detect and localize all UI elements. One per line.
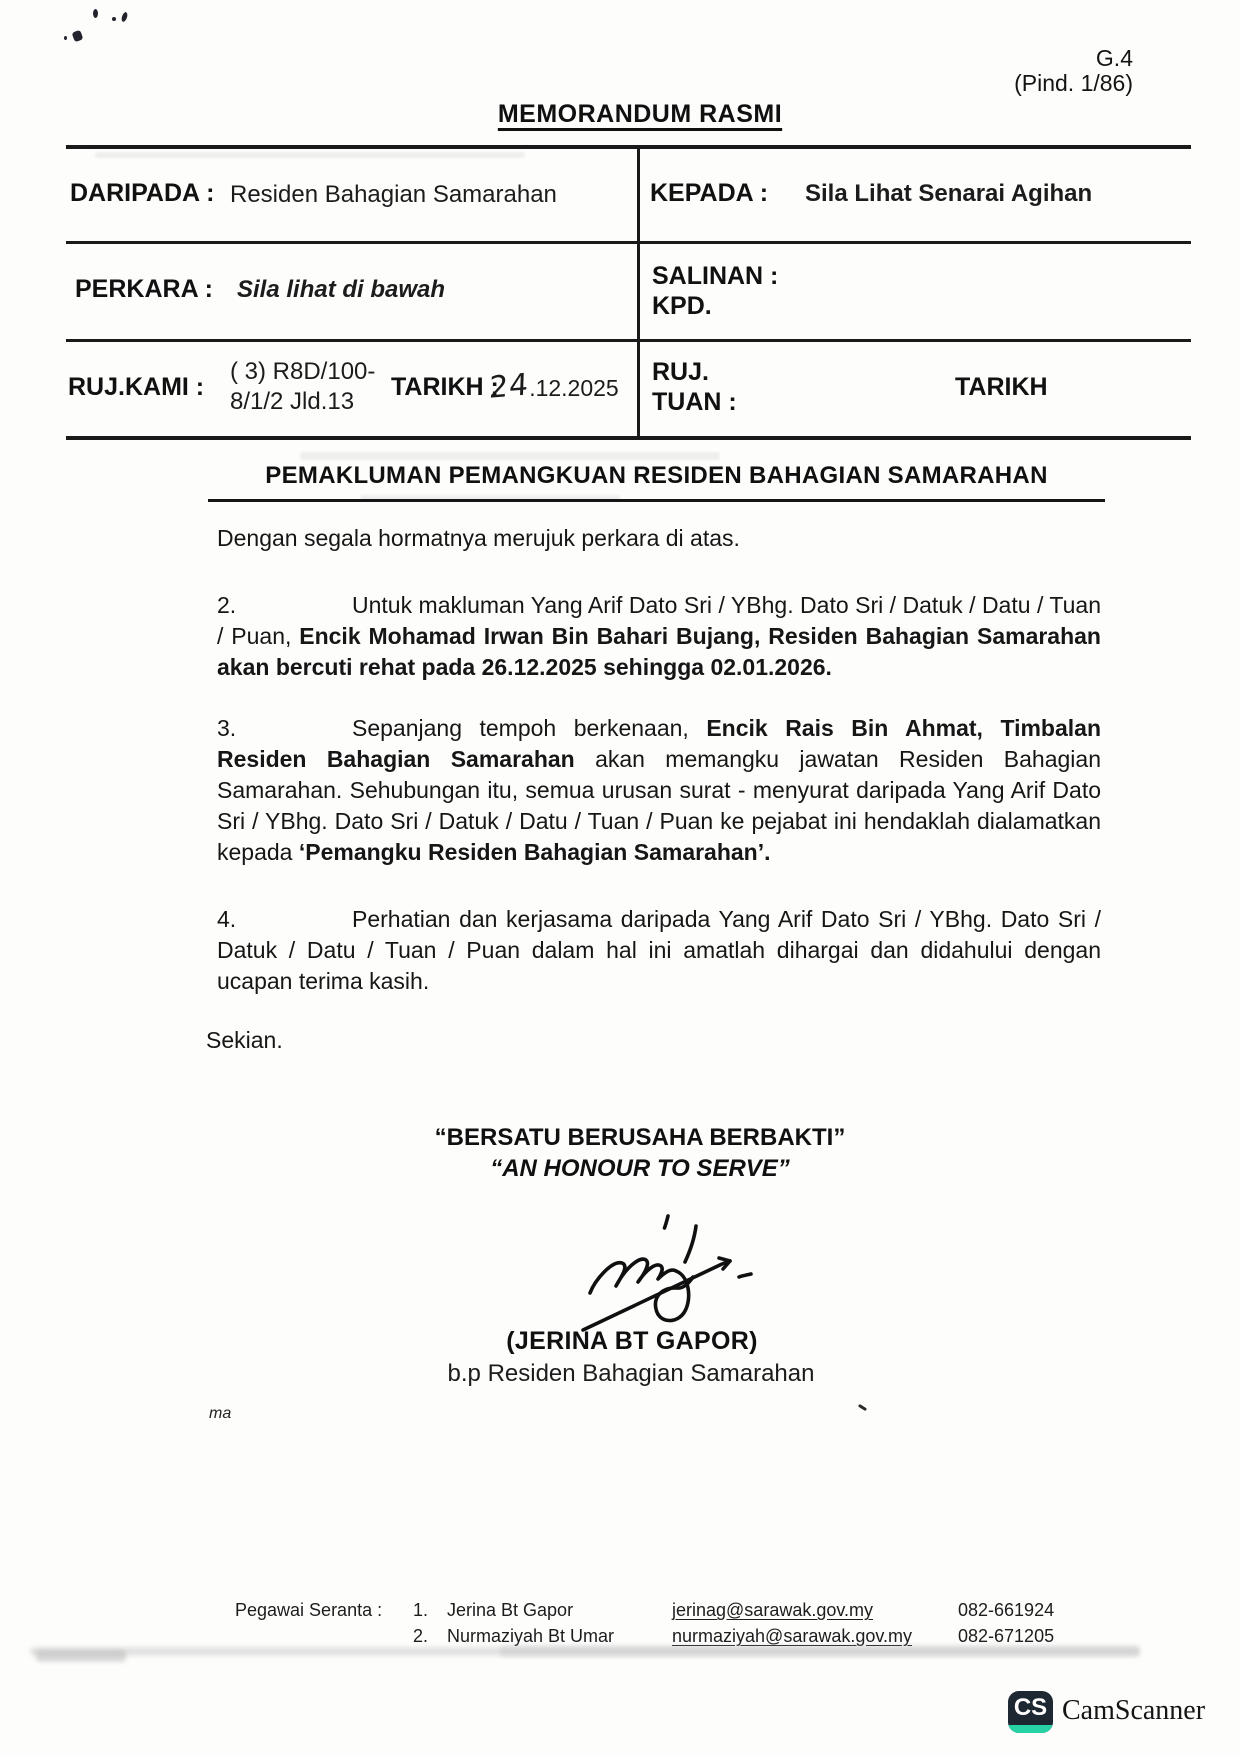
camscanner-wordmark: CamScanner xyxy=(1062,1695,1206,1726)
paragraph-3-text-2: akan memangku jawatan Residen Bahagian Samarahan. Sehubungan itu, semua urusan surat - menyurat daripada Yang Arif Dato Sri / YBhg. Dato Sri / Datuk / Datu / Tuan / Puan ke pejabat ini hendaklah dialamatkan kepada xyxy=(217,746,1101,865)
scan-artifact xyxy=(36,1650,126,1662)
contact-name: Nurmaziyah Bt Umar xyxy=(447,1626,615,1646)
daripada-label: DARIPADA : xyxy=(70,179,215,207)
scan-artifact xyxy=(500,1645,1140,1657)
ruj-kami-label: RUJ.KAMI : xyxy=(68,373,205,401)
closing-word: Sekian. xyxy=(206,1027,283,1053)
ruj-tuan-line1: RUJ. xyxy=(652,358,709,386)
paragraph-2-text: Untuk makluman Yang Arif Dato Sri / YBhg. Dato Sri / Datuk / Datu / Tuan / Puan, xyxy=(217,592,1101,649)
kepada-label: KEPADA : xyxy=(650,179,769,207)
contact-email: jerinag@sarawak.gov.my xyxy=(672,1600,874,1620)
contact-email: nurmaziyah@sarawak.gov.my xyxy=(672,1626,913,1646)
table-column-divider xyxy=(637,146,640,440)
ruj-kami-value xyxy=(230,357,375,417)
paragraph-4 xyxy=(217,904,1101,997)
camscanner-logo-icon xyxy=(1008,1691,1053,1733)
typist-initials: ma xyxy=(209,1405,232,1422)
scan-artifact xyxy=(95,152,525,158)
form-code-block xyxy=(830,46,1133,96)
perkara-label: PERKARA : xyxy=(75,275,213,303)
ruj-kami-line1: ( 3) R8D/100- xyxy=(230,358,376,385)
ink-smudge xyxy=(858,1404,867,1411)
paragraph-2 xyxy=(217,590,1101,683)
camscanner-logo-strip xyxy=(1008,1725,1053,1733)
tarikh-label: TARIKH : xyxy=(391,373,499,401)
camscanner-logo-text: CS xyxy=(1013,1694,1048,1721)
signer-capacity: b.p Residen Bahagian Samarahan xyxy=(447,1360,815,1387)
scan-artifact xyxy=(300,452,720,460)
salutation-paragraph: Dengan segala hormatnya merujuk perkara di atas. xyxy=(217,525,740,551)
motto-line-1: “BERSATU BERUSAHA BERBAKTI” xyxy=(434,1124,846,1151)
subject-title: PEMAKLUMAN PEMANGKUAN RESIDEN BAHAGIAN SAMARAHAN xyxy=(208,462,1105,502)
paragraph-3-text-1: Sepanjang tempoh berkenaan, xyxy=(352,715,707,741)
ink-smudge xyxy=(112,17,116,21)
table-border-bottom xyxy=(66,436,1191,440)
contact-phone: 082-661924 xyxy=(958,1600,1055,1620)
tarikh-handwritten-day: 24 xyxy=(488,367,530,406)
paragraph-3 xyxy=(217,713,1101,868)
perkara-value: Sila lihat di bawah xyxy=(237,276,446,303)
paragraph-4-number: 4. xyxy=(217,906,237,932)
form-revision: (Pind. 1/86) xyxy=(1014,70,1133,96)
footer-label: Pegawai Seranta : xyxy=(235,1600,383,1620)
form-code: G.4 xyxy=(1095,45,1133,71)
table-border-top xyxy=(66,145,1191,149)
ink-smudge xyxy=(72,30,84,42)
contact-number: 1. xyxy=(413,1600,429,1620)
ink-smudge xyxy=(93,9,98,18)
tarikh-printed-rest: .12.2025 xyxy=(529,375,619,401)
ruj-kami-line2: 8/1/2 Jld.13 xyxy=(230,388,355,415)
contact-phone: 082-671205 xyxy=(958,1626,1055,1646)
signature-scribble xyxy=(572,1203,767,1341)
salinan-label xyxy=(652,261,778,321)
contact-name: Jerina Bt Gapor xyxy=(447,1600,574,1620)
ruj-tuan-label xyxy=(652,357,737,417)
signer-name: (JERINA BT GAPOR) xyxy=(506,1327,758,1355)
ruj-tuan-line2: TUAN : xyxy=(652,388,737,416)
contact-number: 2. xyxy=(413,1626,429,1646)
ink-smudge xyxy=(64,36,67,40)
document-title: MEMORANDUM RASMI xyxy=(497,100,783,128)
table-row-divider-2 xyxy=(66,339,1191,342)
paragraph-4-text: Perhatian dan kerjasama daripada Yang Arif Dato Sri / YBhg. Dato Sri / Datuk / Datu / Tuan / Puan dalam hal ini amatlah dihargai dan didahului dengan ucapan terima kasih. xyxy=(217,906,1101,994)
salinan-line2: KPD. xyxy=(652,292,712,320)
tarikh-right-label: TARIKH xyxy=(955,373,1048,401)
paragraph-3-text-bold-2: ‘Pemangku Residen Bahagian Samarahan’. xyxy=(298,839,771,865)
paragraph-3-text-bold-1: Encik Rais Bin Ahmat, Timbalan Residen Bahagian Samarahan xyxy=(217,715,1102,772)
daripada-value: Residen Bahagian Samarahan xyxy=(230,181,557,208)
paragraph-2-text-bold: Encik Mohamad Irwan Bin Bahari Bujang, Residen Bahagian Samarahan akan bercuti rehat pada 26.12.2025 sehingga 02.01.2026. xyxy=(217,623,1101,680)
tarikh-value xyxy=(489,369,619,404)
table-row-divider-1 xyxy=(66,241,1191,244)
motto-line-2: “AN HONOUR TO SERVE” xyxy=(490,1155,790,1182)
paragraph-3-number: 3. xyxy=(217,715,237,741)
ink-smudge xyxy=(121,11,129,22)
paragraph-2-number: 2. xyxy=(217,592,237,618)
salinan-line1: SALINAN : xyxy=(652,262,779,290)
kepada-value: Sila Lihat Senarai Agihan xyxy=(805,180,1093,207)
